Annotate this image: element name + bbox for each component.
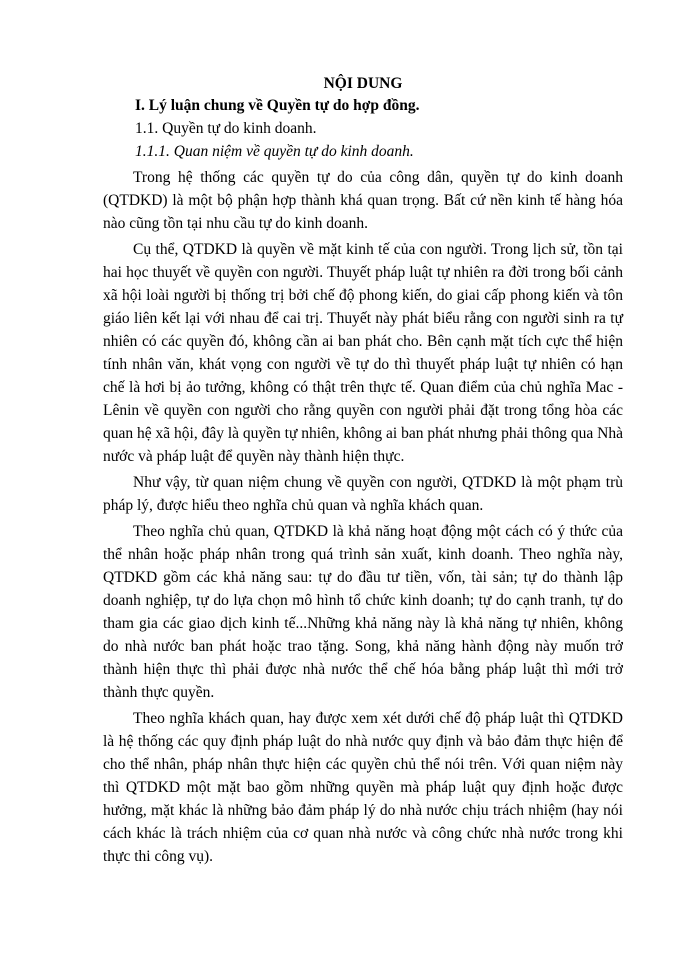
subsubsection-heading: 1.1.1. Quan niệm về quyền tự do kinh doanh. [135, 143, 414, 160]
paragraph-subjective-sense: Theo nghĩa chủ quan, QTDKD là khả năng hoạt động một cách có ý thức của thể nhân hoặc pháp nhân trong quá trình sản xuất, kinh doanh. Theo nghĩa này, QTDKD gồm các khả năng sau: tự do đầu tư tiền, vốn, tài sản; tự do thành lập doanh nghiệp, tự do lựa chọn mô hình tổ chức kinh doanh; tự do cạnh tranh, tự do tham gia các giao dịch kinh tế...Những khả năng này là khả năng tự nhiên, không do nhà nước ban phát hoặc trao tặng. Song, khả năng hành động này muốn trở thành hiện thực thì phải được nhà nước thể chế hóa bằng pháp luật thì mới trở thành thực quyền. [103, 523, 623, 701]
paragraph-human-rights-theories: Cụ thể, QTDKD là quyền về mặt kinh tế của con người. Trong lịch sử, tồn tại hai học thuyết về quyền con người. Thuyết pháp luật tự nhiên ra đời trong bối cảnh xã hội loài người bị thống trị bởi chế độ phong kiến, do giai cấp phong kiến và tôn giáo liên kết lại với nhau để cai trị. Thuyết này phát biểu rằng con người sinh ra tự nhiên có các quyền đó, không cần ai ban phát cho. Bên cạnh mặt tích cực thể hiện tính nhân văn, khát vọng con người về tự do thì thuyết pháp luật tự nhiên có hạn chế là hơi bị ảo tưởng, không có thật trên thực tế. Quan điểm của chủ nghĩa Mac - Lênin về quyền con người cho rằng quyền con người phải đặt trong tổng hòa các quan hệ xã hội, đây là quyền tự nhiên, không ai ban phát nhưng phải thông qua Nhà nước và pháp luật để quyền này thành hiện thực. [103, 241, 624, 465]
paragraph-intro: Trong hệ thống các quyền tự do của công dân, quyền tự do kinh doanh (QTDKD) là một bộ phận hợp thành khá quan trọng. Bất cứ nền kinh tế hàng hóa nào cũng tồn tại nhu cầu tự do kinh doanh. [103, 169, 623, 232]
paragraph-legal-category: Như vậy, từ quan niệm chung về quyền con người, QTDKD là một phạm trù pháp lý, được hiểu theo nghĩa chủ quan và nghĩa khách quan. [103, 474, 623, 514]
section-heading: I. Lý luận chung về Quyền tự do hợp đồng. [135, 97, 420, 114]
document-page [103, 73, 623, 868]
subsection-heading: 1.1. Quyền tự do kinh doanh. [135, 120, 317, 137]
page-title: NỘI DUNG [323, 75, 403, 92]
paragraph-objective-sense: Theo nghĩa khách quan, hay được xem xét dưới chế độ pháp luật thì QTDKD là hệ thống các quy định pháp luật do nhà nước quy định và bảo đảm thực hiện để cho thể nhân, pháp nhân thực hiện các quyền chủ thể nói trên. Với quan niệm này thì QTDKD một mặt bao gồm những quyền mà pháp luật quy định hoặc được hưởng, mặt khác là những bảo đảm pháp lý do nhà nước chịu trách nhiệm (hay nói cách khác là trách nhiệm của cơ quan nhà nước và công chức nhà nước trong khi thực thi công vụ). [103, 710, 623, 865]
